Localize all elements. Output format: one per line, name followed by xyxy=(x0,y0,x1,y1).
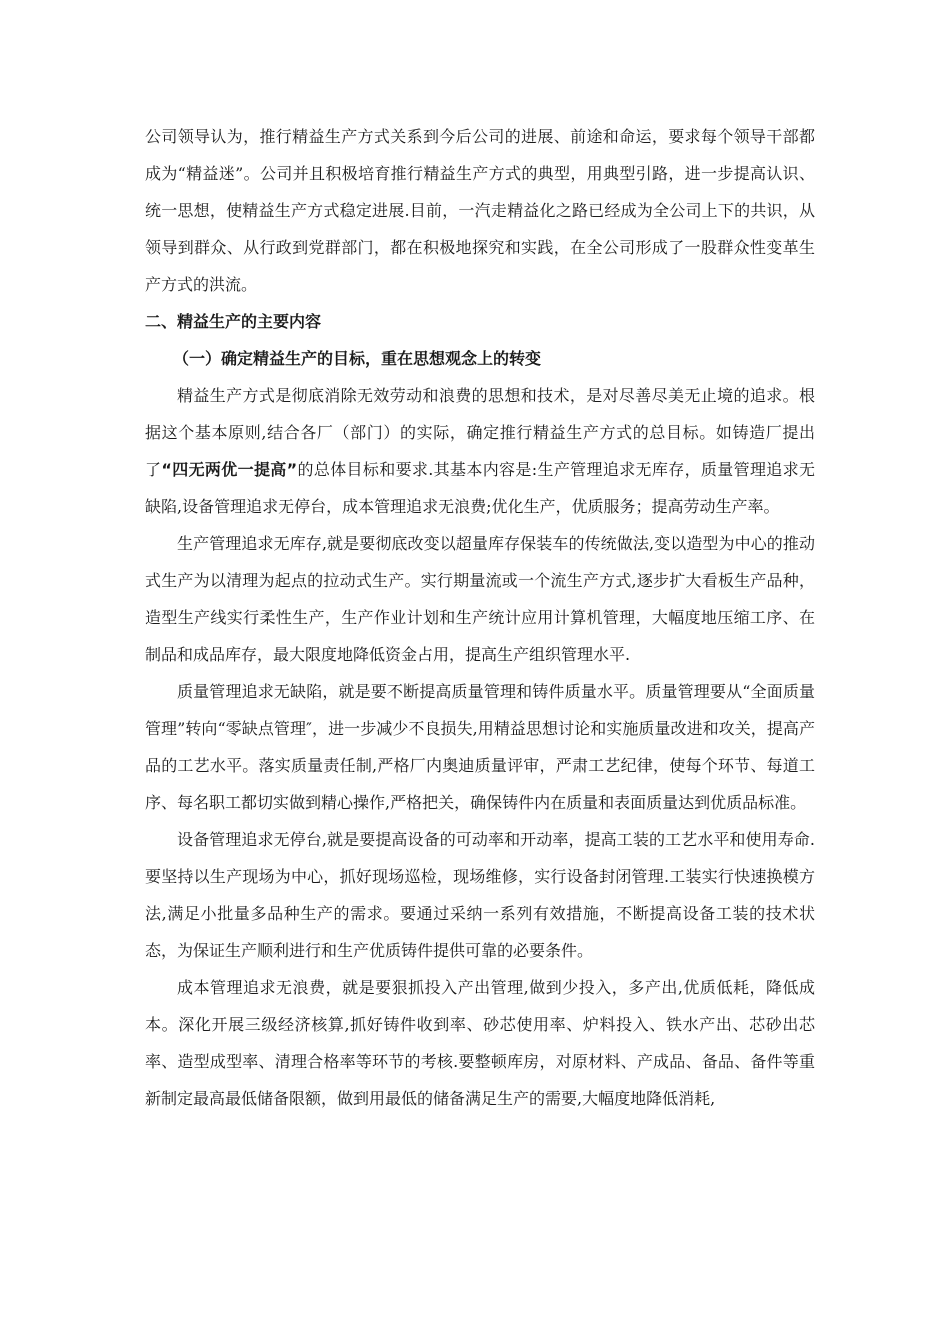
paragraph-equipment: 设备管理追求无停台,就是要提高设备的可动率和开动率，提高工装的工艺水平和使用寿命.要坚持以生产现场为中心，抓好现场巡检，现场维修，实行设备封闭管理.工装实行快速换模方法,满足小批量多品种生产的需求。要通过采纳一系列有效措施，不断提高设备工装的技术状态，为保证生产顺利进行和生产优质铸件提供可靠的必要条件。 xyxy=(145,830,815,960)
paragraph-production: 生产管理追求无库存,就是要彻底改变以超量库存保装车的传统做法,变以造型为中心的推动式生产为以清理为起点的拉动式生产。实行期量流或一个流生产方式,逐步扩大看板生产品种，造型生产线实行柔性生产，生产作业计划和生产统计应用计算机管理，大幅度地压缩工序、在制品和成品库存，最大限度地降低资金占用，提高生产组织管理水平. xyxy=(145,534,815,664)
section-heading: 二、精益生产的主要内容 xyxy=(145,312,322,331)
document-body xyxy=(145,118,815,1117)
paragraph-quality: 质量管理追求无缺陷，就是要不断提高质量管理和铸件质量水平。质量管理要从“全面质量管理”转向“零缺点管理″，进一步减少不良损失,用精益思想讨论和实施质量改进和攻关，提高产品的工艺水平。落实质量责任制,严格厂内奥迪质量评审，严肃工艺纪律，使每个环节、每道工序、每名职工都切实做到精心操作,严格把关，确保铸件内在质量和表面质量达到优质品标准。 xyxy=(145,682,815,812)
paragraph-intro: 公司领导认为，推行精益生产方式关系到今后公司的进展、前途和命运，要求每个领导干部都成为“精益迷”。公司并且积极培育推行精益生产方式的典型，用典型引路，进一步提高认识、统一思想，使精益生产方式稳定进展.目前，一汽走精益化之路已经成为全公司上下的共识，从领导到群众、从行政到党群部门，都在积极地探究和实践，在全公司形成了一股群众性变革生产方式的洪流。 xyxy=(145,127,815,294)
paragraph-goal-part-b: 的总体目标和要求.其基本内容是:生产管理追求无库存，质量管理追求无缺陷,设备管理追求无停台，成本管理追求无浪费;优化生产，优质服务；提高劳动生产率。 xyxy=(145,460,815,516)
paragraph-cost: 成本管理追求无浪费，就是要狠抓投入产出管理,做到少投入，多产出,优质低耗，降低成本。深化开展三级经济核算,抓好铸件收到率、砂芯使用率、炉料投入、铁水产出、芯砂出芯率、造型成型率、清理合格率等环节的考核.要整顿库房，对原材料、产成品、备品、备件等重新制定最高最低储备限额，做到用最低的储备满足生产的需要,大幅度地降低消耗, xyxy=(145,978,815,1108)
paragraph-goal-emphasis: “四无两优一提高” xyxy=(161,460,298,479)
paragraph-goal-part-a: 精益生产方式是彻底消除无效劳动和浪费的思想和技术，是对尽善尽美无止境的追求。根据这个基本原则,结合各厂（部门）的实际，确定推行精益生产方式的总目标。如铸造厂提出了 xyxy=(145,386,815,479)
subsection-heading: （一）确定精益生产的目标，重在思想观念上的转变 xyxy=(173,349,542,368)
paragraph-goal xyxy=(145,377,815,525)
